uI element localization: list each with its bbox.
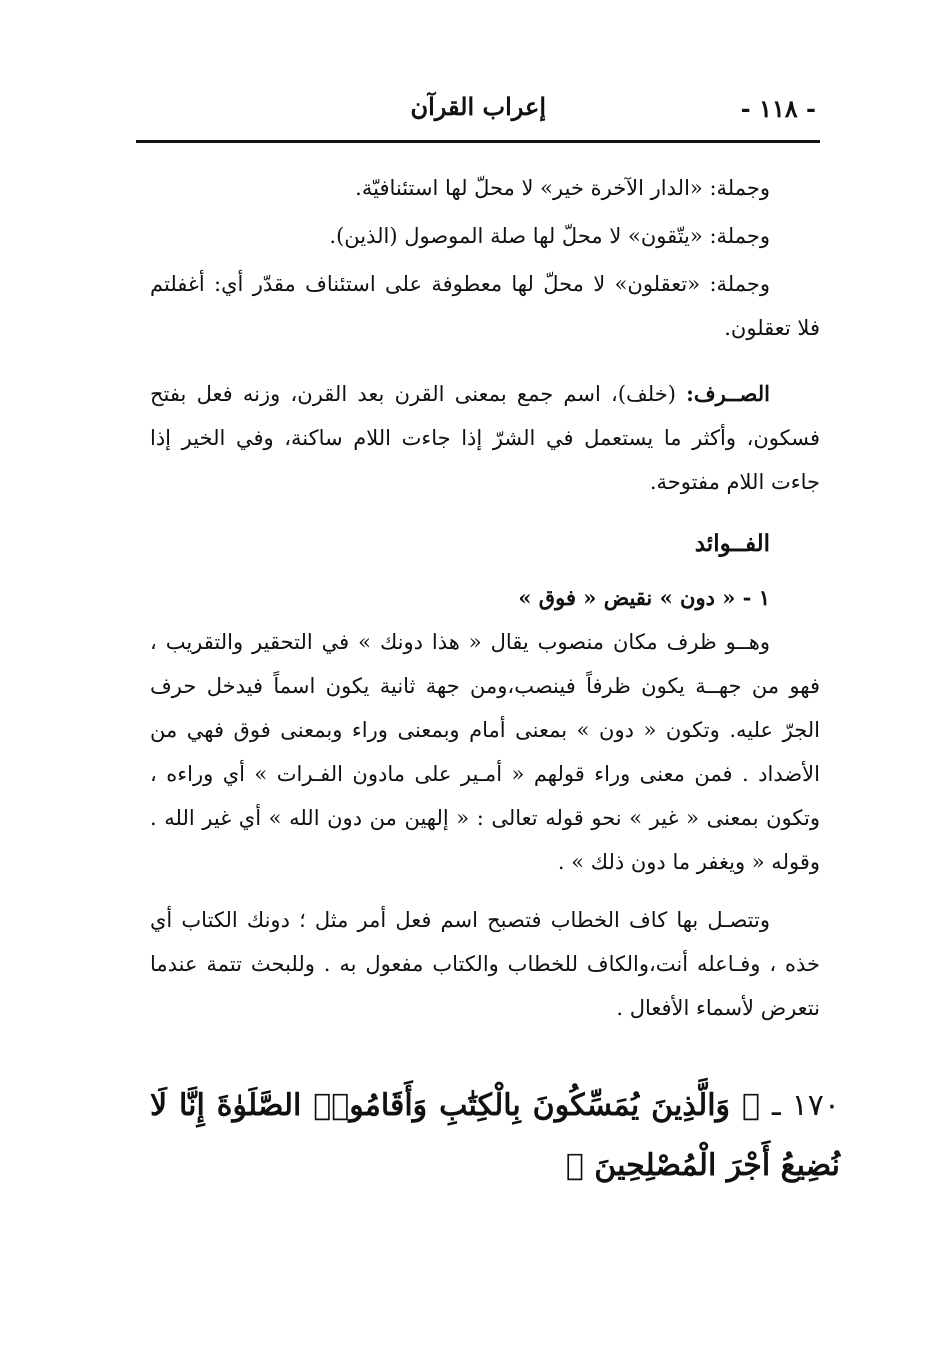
sentence-label: وجملة: — [709, 224, 770, 248]
sarf-text: (خلف)، اسم جمع بمعنى القرن بعد القرن، وزنه فعل بفتح فسكون، وأكثر ما يستعمل في الشرّ إذا جاءت اللام ساكنة، وفي الخير إذا جاءت اللام مفتوحة. — [150, 382, 820, 494]
page-header — [136, 88, 816, 128]
sentence-text: «يتّقون» لا محلّ لها صلة الموصول (الذين). — [329, 224, 703, 248]
page-body — [150, 166, 820, 1030]
fawaid-paragraph-2: وتتصـل بها كاف الخطاب فتصبح اسم فعل أمر مثل ؛ دونك الكتاب أي خذه ، وفـاعله أنت،والكاف للخطاب والكتاب مفعول به . وللبحث تتمة عندما نتعرض لأسماء الأفعال . — [150, 908, 820, 1020]
point-heading: ١ - « دون » نقيض « فوق » — [518, 585, 770, 610]
sentence-paragraph-2 — [150, 214, 820, 258]
fawaid-paragraph-1: وهــو ظرف مكان منصوب يقال « هذا دونك » في التحقير والتقريب ، فهو من جهــة يكون ظرفاً فينصب،ومن جهة ثانية يكون اسماً فيدخل حرف الجرّ عليه. وتكون « دون » بمعنى أمام وبمعنى وراء وبمعنى فوق فهي من الأضداد . فمن معنى وراء قولهم « أمـير على مادون الفـرات » أي وراءه ، وتكون بمعنى « غير » نحو قوله تعالى : « إلهين من دون الله » أي غير الله . وقوله « ويغفر ما دون ذلك » . — [150, 630, 820, 874]
sarf-label: الصــرف: — [686, 381, 770, 406]
verse-text: ﴿ وَالَّذِينَ يُمَسِّكُونَ بِالْكِتَٰبِ وَأَقَامُوا۟ الصَّلَوٰةَ إِنَّا لَا نُضِيعُ أَجْرَ الْمُصْلِحِينَ ﴾ — [150, 1088, 840, 1183]
page-number: - ١١٨ - — [740, 94, 816, 123]
sentence-text: «تعقلون» لا محلّ لها معطوفة على استئناف مقدّر أي: أغفلتم فلا تعقلون. — [150, 272, 820, 340]
fawaid-heading: الفــوائد — [694, 530, 770, 557]
quran-verse — [150, 1076, 840, 1196]
sentence-paragraph-1 — [150, 166, 820, 210]
sentence-label: وجملة: — [709, 176, 770, 200]
sarf-paragraph — [150, 372, 820, 504]
sentence-label: وجملة: — [709, 272, 770, 296]
header-divider — [136, 140, 820, 143]
sentence-text: «الدار الآخرة خير» لا محلّ لها استئنافيّة. — [355, 176, 703, 200]
verse-number: ١٧٠ ـ — [771, 1088, 840, 1123]
sentence-paragraph-3 — [150, 262, 820, 350]
book-title: إعراب القرآن — [410, 92, 546, 121]
